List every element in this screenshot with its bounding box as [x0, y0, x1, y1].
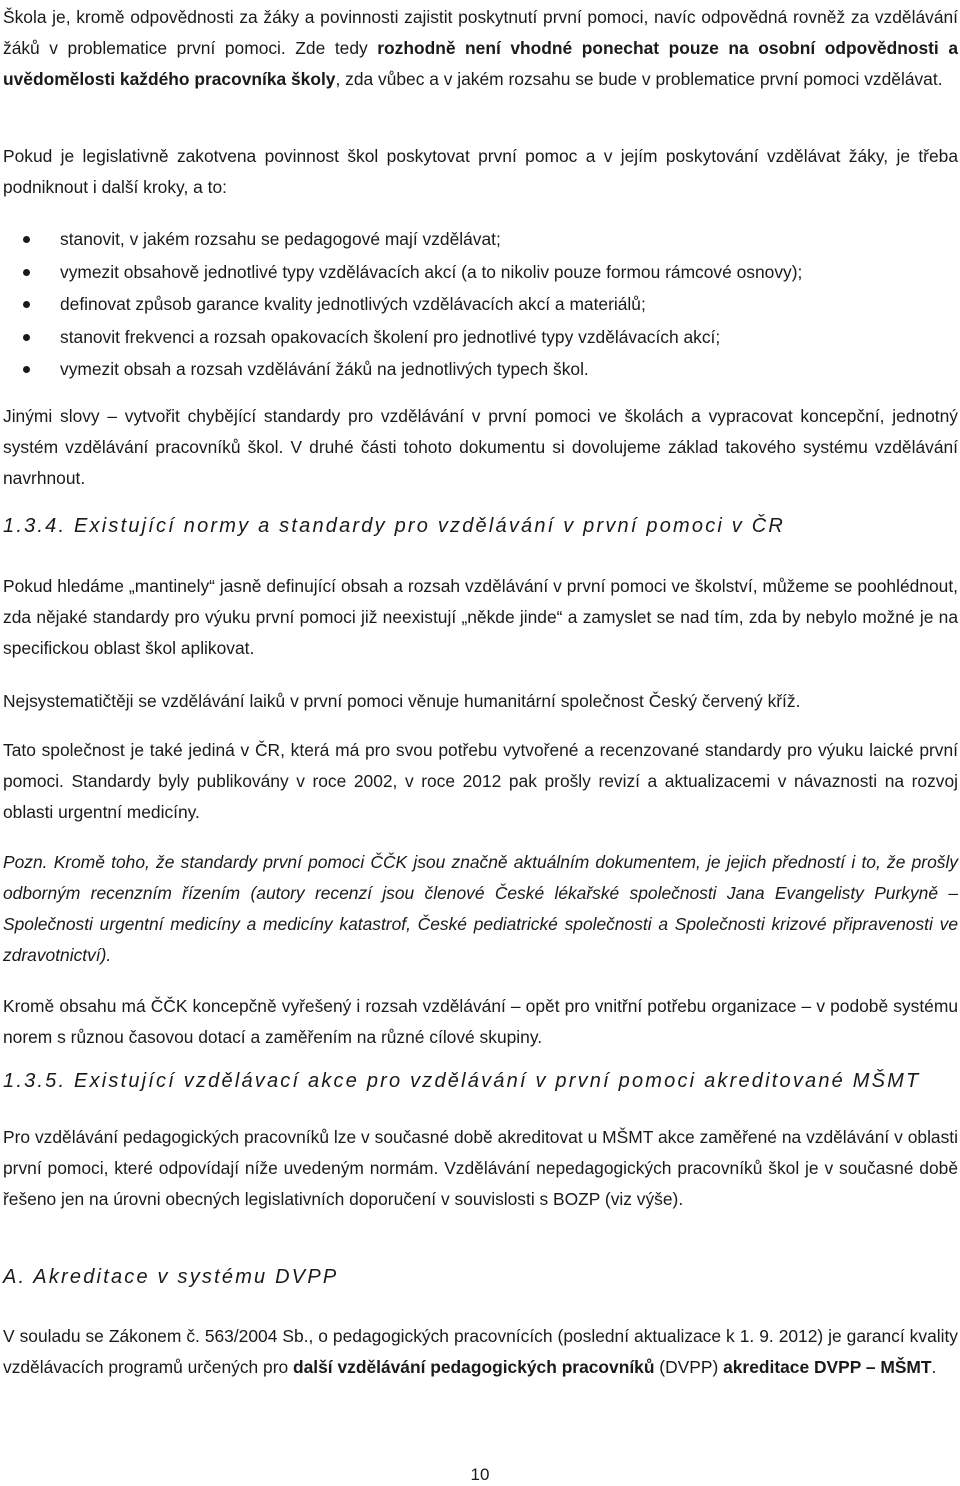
paragraph-dvpp [3, 1321, 958, 1383]
section-heading-1-3-4: 1.3.4. Existující normy a standardy pro vzdělávání v první pomoci v ČR [3, 515, 786, 537]
bullet-icon [23, 334, 30, 341]
bold-emphasis: rozhodně není vhodné ponechat pouze na osobní odpovědnosti a uvědomělosti každého pracovníka školy [3, 38, 958, 89]
page-number: 10 [470, 1465, 490, 1484]
bullet-icon [23, 236, 30, 243]
subsection-heading-a: A. Akreditace v systému DVPP [3, 1266, 339, 1288]
text-span: . [931, 1357, 937, 1377]
list-item-text: vymezit obsahově jednotlivé typy vzdělávacích akcí (a to nikoliv pouze formou rámcové osnovy); [60, 261, 803, 282]
paragraph-in-other-words: Jinými slovy – vytvořit chybějící standardy pro vzdělávání v první pomoci ve školách a vypracovat koncepční, jednotný systém vzdělávání pracovníků škol. V druhé části tohoto dokumentu si dovolujeme základ takového systému vzdělávání navrhnout. [3, 406, 958, 488]
paragraph-legislation: Pokud je legislativně zakotvena povinnost škol poskytovat první pomoc a v jejím poskytování vzdělávat žáky, je třeba podniknout i další kroky, a to: [3, 146, 958, 197]
paragraph-school-responsibility [3, 2, 958, 95]
text-span: Škola je, kromě odpovědnosti za žáky a povinnosti zajistit poskytnutí první pomoci, navíc odpovědná rovněž za vzdělávání žáků v problematice první pomoci. Zde tedy [3, 7, 958, 58]
bullet-icon [23, 366, 30, 373]
list-item-text: stanovit frekvenci a rozsah opakovacích školení pro jednotlivé typy vzdělávacích akcí; [60, 326, 721, 347]
list-item-text: stanovit, v jakém rozsahu se pedagogové mají vzdělávat; [60, 229, 501, 249]
list-item [23, 256, 953, 289]
paragraph-boundaries: Pokud hledáme „mantinely“ jasně definující obsah a rozsah vzdělávání v první pomoci ve školství, můžeme se poohlédnout, zda nějaké standardy pro výuku první pomoci již neexistují „někde jinde“ a zamyslet se nad tím, zda by nebylo možné je na specifickou oblast škol aplikovat. [3, 576, 958, 658]
list-item-text: vymezit obsah a rozsah vzdělávání žáků na jednotlivých typech škol. [60, 359, 589, 379]
paragraph-red-cross: Nejsystematičtěji se vzdělávání laiků v první pomoci věnuje humanitární společnost Český červený kříž. [3, 691, 801, 711]
list-item [23, 223, 953, 256]
steps-list [23, 223, 953, 386]
bullet-icon [23, 301, 30, 308]
paragraph-standards: Tato společnost je také jediná v ČR, která má pro svou potřebu vytvořené a recenzované standardy pro výuku laické první pomoci. Standardy byly publikovány v roce 2002, v roce 2012 pak prošly revizí a aktualizacemi v návaznosti na rozvoj oblasti urgentní medicíny. [3, 740, 958, 822]
paragraph-norms: Kromě obsahu má ČČK koncepčně vyřešený i rozsah vzdělávání – opět pro vnitřní potřebu organizace – v podobě systému norem s různou časovou dotací a zaměřením na různé cílové skupiny. [3, 996, 958, 1047]
section-heading-1-3-5: 1.3.5. Existující vzdělávací akce pro vzdělávání v první pomoci akreditované MŠMT [3, 1070, 921, 1092]
text-span: V souladu se Zákonem č. 563/2004 Sb., o pedagogických pracovnících (poslední aktualizace k 1. 9. 2012) je garancí kvality vzdělávacích programů určených pro [3, 1326, 958, 1377]
bullet-icon [23, 269, 30, 276]
list-item [23, 288, 953, 321]
text-span: (DVPP) [654, 1357, 724, 1377]
paragraph-accreditation: Pro vzdělávání pedagogických pracovníků lze v současné době akreditovat u MŠMT akce zaměřené na vzdělávání v oblasti první pomoci, které odpovídají níže uvedeným normám. Vzdělávání nepedagogických pracovníků škol je v současné době řešeno jen na úrovni obecných legislativních doporučení v souvislosti s BOZP (viz výše). [3, 1127, 958, 1209]
list-item [23, 353, 953, 386]
paragraph-note: Pozn. Kromě toho, že standardy první pomoci ČČK jsou značně aktuálním dokumentem, je jejich předností i to, že prošly odborným recenzním řízením (autory recenzí jsou členové České lékařské společnosti Jana Evangelisty Purkyně – Společnosti urgentní medicíny a medicíny katastrof, České pediatrické společnosti a Společnosti krizové připravenosti ve zdravotnictví). [3, 852, 958, 965]
list-item-text: definovat způsob garance kvality jednotlivých vzdělávacích akcí a materiálů; [60, 294, 646, 314]
bold-emphasis: akreditace DVPP – MŠMT [723, 1357, 932, 1377]
bold-emphasis: další vzdělávání pedagogických pracovníků [293, 1357, 655, 1377]
text-span: , zda vůbec a v jakém rozsahu se bude v problematice první pomoci vzdělávat. [335, 69, 943, 89]
list-item [23, 321, 953, 354]
